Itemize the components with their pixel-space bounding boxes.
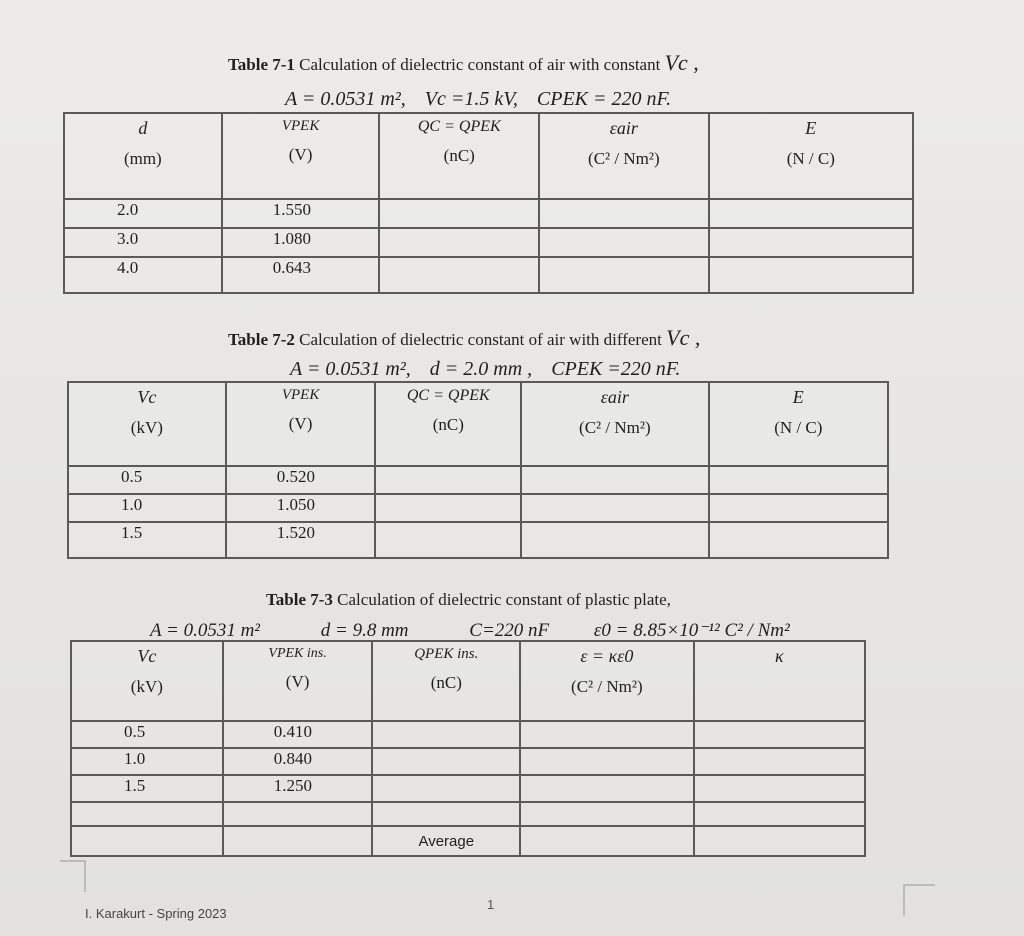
table3-cell-empty bbox=[694, 826, 865, 856]
table-row bbox=[71, 748, 865, 775]
table1 bbox=[63, 112, 914, 294]
table1-header-cell: d (mm) bbox=[64, 113, 222, 199]
table3-cell-vc: 1.5 bbox=[71, 775, 223, 802]
table3-cell-vpek: 0.410 bbox=[223, 721, 373, 748]
table1-cell-d: 4.0 bbox=[64, 257, 222, 293]
table1-cell-vpek: 1.550 bbox=[222, 199, 380, 228]
table1-cell-empty bbox=[379, 199, 539, 228]
table2-header-cell: E (N / C) bbox=[709, 382, 888, 466]
table2-header-cell: QC = QPEK (nC) bbox=[375, 382, 521, 466]
table1-cell-empty bbox=[539, 199, 709, 228]
table3-param-distance: d = 9.8 mm bbox=[320, 620, 409, 641]
table2-cell-empty bbox=[709, 494, 888, 522]
table3-header-cell: QPEK ins. (nC) bbox=[372, 641, 520, 721]
table1-params bbox=[285, 88, 685, 111]
table2-cell-vpek: 0.520 bbox=[226, 466, 376, 494]
table3-cell-empty bbox=[694, 721, 865, 748]
table2-params bbox=[290, 358, 694, 381]
table1-param-capacitance: CPEK = 220 nF. bbox=[536, 88, 672, 110]
table1-header-cell: εair (C² / Nm²) bbox=[539, 113, 709, 199]
table2-cell-empty bbox=[521, 522, 708, 558]
table3-cell-empty bbox=[223, 826, 373, 856]
table3-cell-empty bbox=[372, 748, 520, 775]
table2-cell-empty bbox=[375, 494, 521, 522]
table2-header-cell: Vc (kV) bbox=[68, 382, 226, 466]
table-row bbox=[71, 775, 865, 802]
table2-cell-empty bbox=[521, 494, 708, 522]
table3 bbox=[70, 640, 866, 857]
table2-cell-empty bbox=[709, 522, 888, 558]
table3-cell-empty bbox=[71, 826, 223, 856]
table2-cell-empty bbox=[521, 466, 708, 494]
table2-cell-empty bbox=[375, 522, 521, 558]
table1-header-cell: VPEK (V) bbox=[222, 113, 380, 199]
table2-header-cell: VPEK (V) bbox=[226, 382, 376, 466]
table1-cell-vpek: 1.080 bbox=[222, 228, 380, 257]
table3-average-value-cell bbox=[520, 826, 693, 856]
table2-header-row bbox=[68, 382, 888, 466]
table3-header-cell: ε = κε0 (C² / Nm²) bbox=[520, 641, 693, 721]
table3-average-row bbox=[71, 826, 865, 856]
table1-cell-d: 3.0 bbox=[64, 228, 222, 257]
table1-cell-empty bbox=[709, 199, 913, 228]
table1-cell-empty bbox=[379, 257, 539, 293]
table3-cell-empty bbox=[372, 802, 520, 826]
table1-caption-label: Table 7-1 bbox=[228, 55, 295, 74]
page-number: 1 bbox=[487, 897, 495, 912]
table-row bbox=[68, 522, 888, 558]
table3-cell-empty bbox=[372, 775, 520, 802]
footer-author: I. Karakurt - Spring 2023 bbox=[85, 906, 227, 921]
table2-cell-vc: 1.5 bbox=[68, 522, 226, 558]
table2-cell-empty bbox=[375, 466, 521, 494]
table2-header-cell: εair (C² / Nm²) bbox=[521, 382, 708, 466]
table3-cell-empty bbox=[71, 802, 223, 826]
table3-param-epsilon0: ε0 = 8.85×10⁻¹² C² / Nm² bbox=[593, 620, 790, 641]
table2-param-distance: d = 2.0 mm , bbox=[429, 358, 533, 380]
table3-header-cell: VPEK ins. (V) bbox=[223, 641, 373, 721]
table-row bbox=[68, 466, 888, 494]
table2-cell-vpek: 1.050 bbox=[226, 494, 376, 522]
table3-header-cell: Vc (kV) bbox=[71, 641, 223, 721]
table3-cell-empty bbox=[520, 748, 693, 775]
table-row bbox=[71, 802, 865, 826]
table2-caption-text: Calculation of dielectric constant of air with different bbox=[299, 330, 662, 349]
table3-caption-label: Table 7-3 bbox=[266, 590, 333, 609]
table3-cell-vc: 1.0 bbox=[71, 748, 223, 775]
table3-caption bbox=[266, 590, 671, 610]
table3-param-area: A = 0.0531 m² bbox=[150, 620, 261, 641]
table1-caption-symbol: Vc , bbox=[664, 50, 699, 75]
table3-cell-empty bbox=[520, 802, 693, 826]
table1-cell-empty bbox=[709, 228, 913, 257]
table-row bbox=[64, 199, 913, 228]
table3-cell-empty bbox=[372, 721, 520, 748]
table1-param-area: A = 0.0531 m², bbox=[285, 88, 406, 110]
table3-params bbox=[150, 619, 804, 642]
table2-param-capacitance: CPEK =220 nF. bbox=[551, 358, 681, 380]
table3-cell-empty bbox=[694, 748, 865, 775]
table3-cell-vpek: 0.840 bbox=[223, 748, 373, 775]
table1-cell-empty bbox=[379, 228, 539, 257]
table2-param-area: A = 0.0531 m², bbox=[290, 358, 411, 380]
table1-cell-d: 2.0 bbox=[64, 199, 222, 228]
table2-caption-symbol: Vc , bbox=[666, 325, 701, 350]
table3-header-cell: κ bbox=[694, 641, 865, 721]
table2-cell-empty bbox=[709, 466, 888, 494]
table1-cell-vpek: 0.643 bbox=[222, 257, 380, 293]
table2-cell-vc: 0.5 bbox=[68, 466, 226, 494]
table1-cell-empty bbox=[539, 257, 709, 293]
table2-caption-label: Table 7-2 bbox=[228, 330, 295, 349]
table1-param-voltage: Vc =1.5 kV, bbox=[424, 88, 518, 110]
table-row bbox=[68, 494, 888, 522]
table3-cell-empty bbox=[520, 721, 693, 748]
average-label: Average bbox=[418, 833, 475, 850]
table-row bbox=[64, 228, 913, 257]
table3-cell-vpek: 1.250 bbox=[223, 775, 373, 802]
table2-cell-vpek: 1.520 bbox=[226, 522, 376, 558]
table3-cell-empty bbox=[223, 802, 373, 826]
table3-header-row bbox=[71, 641, 865, 721]
table3-cell-empty bbox=[694, 802, 865, 826]
table1-header-cell: QC = QPEK (nC) bbox=[379, 113, 539, 199]
table-row bbox=[71, 721, 865, 748]
table1-header-row bbox=[64, 113, 913, 199]
table1-caption bbox=[228, 50, 699, 76]
table3-param-capacitance: C=220 nF bbox=[469, 620, 550, 641]
table3-cell-vc: 0.5 bbox=[71, 721, 223, 748]
table1-header-cell: E (N / C) bbox=[709, 113, 913, 199]
page-corner-mark-right bbox=[903, 884, 935, 916]
page-corner-mark-left bbox=[60, 860, 86, 892]
table1-caption-text: Calculation of dielectric constant of air with constant bbox=[299, 55, 661, 74]
table3-average-label-cell bbox=[372, 826, 520, 856]
table2-caption bbox=[228, 325, 700, 351]
table2 bbox=[67, 381, 889, 559]
table-row bbox=[64, 257, 913, 293]
table3-cell-empty bbox=[694, 775, 865, 802]
table2-cell-vc: 1.0 bbox=[68, 494, 226, 522]
table1-cell-empty bbox=[539, 228, 709, 257]
table1-cell-empty bbox=[709, 257, 913, 293]
table3-caption-text: Calculation of dielectric constant of plastic plate, bbox=[337, 590, 671, 609]
table3-cell-empty bbox=[520, 775, 693, 802]
